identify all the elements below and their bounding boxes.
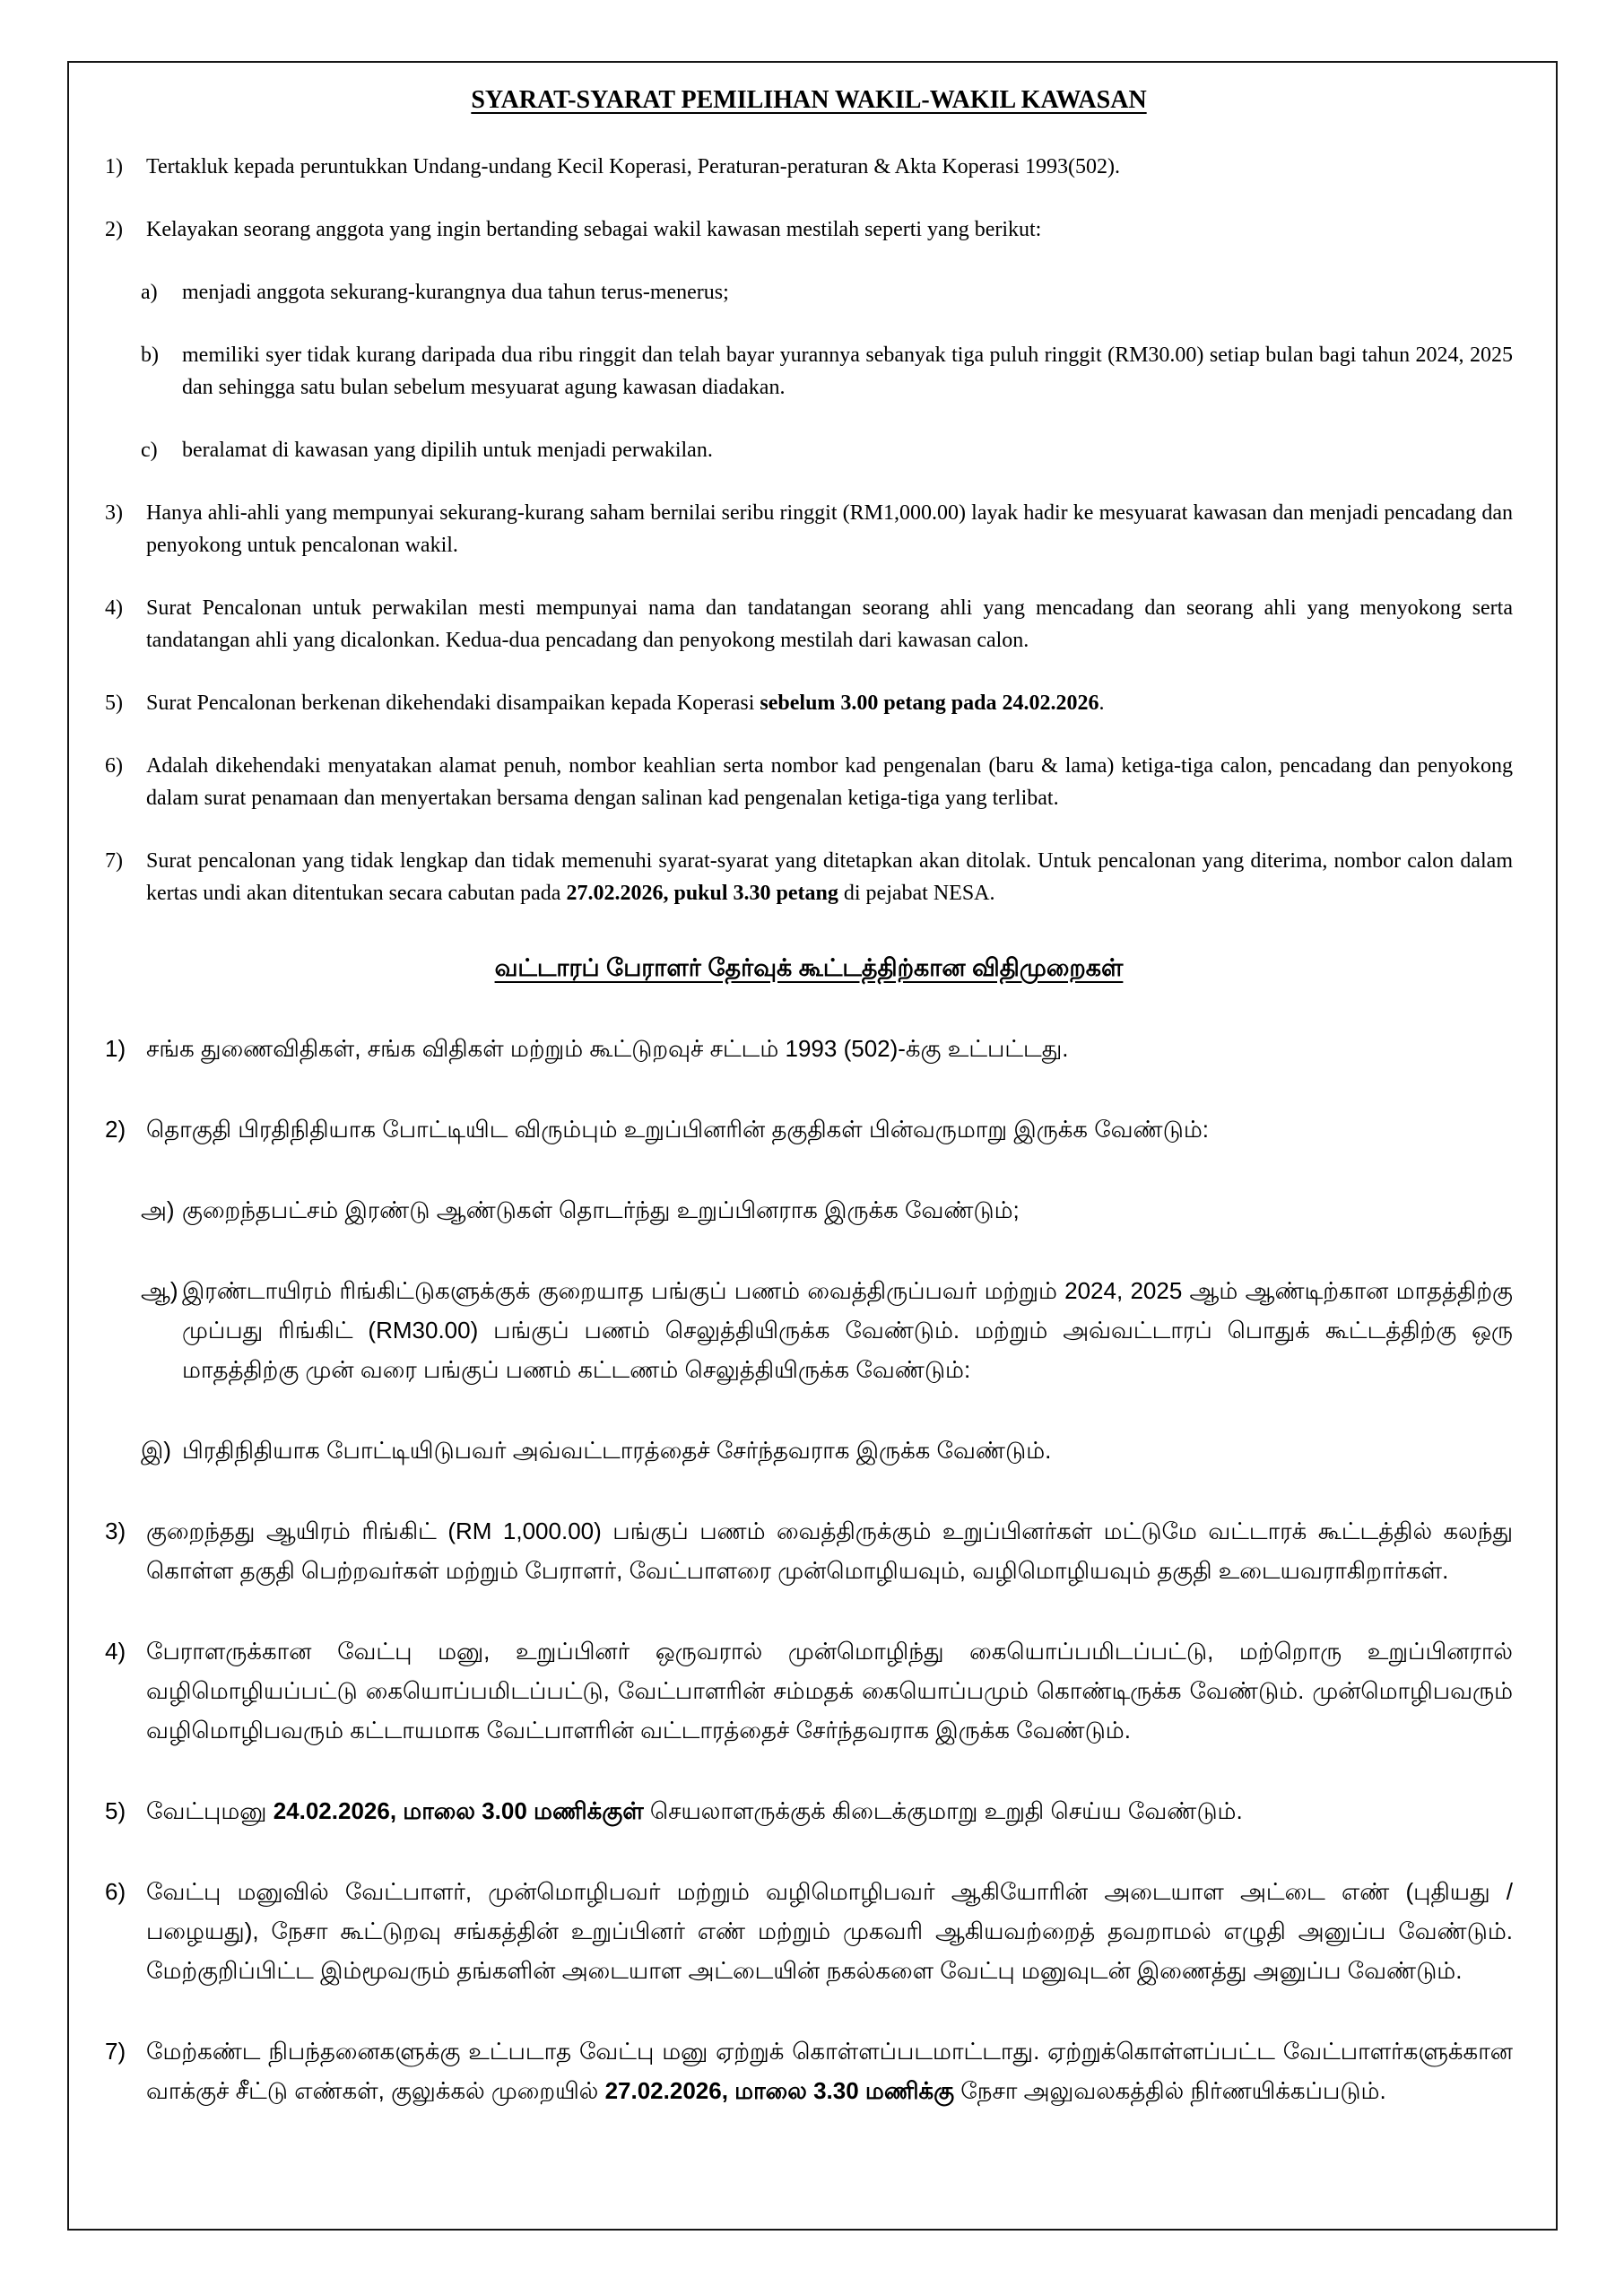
item-number: 3) bbox=[105, 501, 123, 525]
list-item bbox=[105, 1872, 1513, 1990]
item-text-post: நேசா அலுவலகத்தில் நிர்ணயிக்கப்படும். bbox=[954, 2077, 1386, 2104]
item-number: இ) bbox=[141, 1437, 171, 1464]
item-text: சங்க துணைவிதிகள், சங்க விதிகள் மற்றும் கூட்டுறவுச் சட்டம் 1993 (502)-க்கு உட்பட்டது. bbox=[146, 1035, 1069, 1062]
list-subitem bbox=[141, 1431, 1513, 1470]
list-subitem bbox=[141, 339, 1513, 404]
item-text-pre: வேட்புமனு bbox=[146, 1797, 274, 1824]
list-subitem bbox=[141, 1190, 1513, 1230]
item-text: beralamat di kawasan yang dipilih untuk menjadi perwakilan. bbox=[182, 439, 713, 462]
item-text-pre: Surat Pencalonan berkenan dikehendaki disampaikan kepada Koperasi bbox=[146, 691, 760, 715]
item-text-pre: மேற்கண்ட நிபந்தனைகளுக்கு உட்படாத வேட்பு மனு ஏற்றுக் கொள்ளப்படமாட்டாது. ஏற்றுக்கொள்ளப்பட்ட வேட்பாளர்களுக்கான வாக்குச் சீட்டு எண்கள், குலுக்கல் முறையில் bbox=[146, 2038, 1513, 2104]
item-text: வேட்பு மனுவில் வேட்பாளர், முன்மொழிபவர் மற்றும் வழிமொழிபவர் ஆகியோரின் அடையாள அட்டை எண் (புதியது / பழையது), நேசா கூட்டுறவு சங்கத்தின் உறுப்பினர் எண் மற்றும் முகவரி ஆகியவற்றைத் தவறாமல் எழுதி அனுப்ப வேண்டும். மேற்குறிப்பிட்ட இம்மூவரும் தங்களின் அடையாள அட்டையின் நகல்களை வேட்பு மனுவுடன் இணைத்து அனுப்ப வேண்டும். bbox=[146, 1878, 1513, 1984]
item-number: a) bbox=[141, 281, 158, 304]
item-text: குறைந்தது ஆயிரம் ரிங்கிட் (RM 1,000.00) பங்குப் பணம் வைத்திருக்கும் உறுப்பினர்கள் மட்டுமே வட்டாரக் கூட்டத்தில் கலந்து கொள்ள தகுதி பெற்றவர்கள் மற்றும் பேராளர், வேட்பாளரை முன்மொழியவும், வழிமொழியவும் தகுதி உடையவராகிறார்கள். bbox=[146, 1518, 1513, 1584]
list-subitem bbox=[141, 434, 1513, 466]
item-text bbox=[146, 2031, 1513, 2110]
item-text-post: . bbox=[1099, 691, 1105, 715]
list-subitem bbox=[141, 1271, 1513, 1389]
item-text: பிரதிநிதியாக போட்டியிடுபவர் அவ்வட்டாரத்தைச் சேர்ந்தவராக இருக்க வேண்டும். bbox=[182, 1437, 1052, 1464]
page-title: SYARAT-SYARAT PEMILIHAN WAKIL-WAKIL KAWASAN bbox=[471, 86, 1147, 114]
item-text: இரண்டாயிரம் ரிங்கிட்டுகளுக்குக் குறையாத பங்குப் பணம் வைத்திருப்பவர் மற்றும் 2024, 2025 ஆம் ஆண்டிற்கான மாதத்திற்கு முப்பது ரிங்கிட் (RM30.00) பங்குப் பணம் செலுத்தியிருக்க வேண்டும். மற்றும் அவ்வட்டாரப் பொதுக் கூட்டத்திற்கு ஒரு மாதத்திற்கு முன் வரை பங்குப் பணம் கட்டணம் செலுத்தியிருக்க வேண்டும்: bbox=[182, 1277, 1514, 1383]
list-item bbox=[105, 213, 1513, 246]
item-number: c) bbox=[141, 439, 158, 462]
item-number: 6) bbox=[105, 754, 123, 778]
item-number: 1) bbox=[105, 1035, 126, 1062]
list-item bbox=[105, 845, 1513, 909]
item-number: 7) bbox=[105, 2038, 126, 2065]
list-item bbox=[105, 1029, 1513, 1068]
item-number: 2) bbox=[105, 218, 123, 241]
list-item bbox=[105, 151, 1513, 183]
item-text: Surat Pencalonan untuk perwakilan mesti mempunyai nama dan tandatangan seorang ahli yang mencadang dan seorang ahli yang menyokong serta tandatangan ahli yang dicalonkan. Kedua-dua pencadang dan penyokong mestilah dari kawasan calon. bbox=[146, 596, 1513, 652]
list-item bbox=[105, 2031, 1513, 2110]
item-text bbox=[146, 1791, 1513, 1831]
item-text: Kelayakan seorang anggota yang ingin bertanding sebagai wakil kawasan mestilah seperti yang berikut: bbox=[146, 218, 1042, 241]
list-item bbox=[105, 592, 1513, 657]
list-item bbox=[105, 1511, 1513, 1590]
list-item bbox=[105, 1109, 1513, 1149]
item-text-post: di pejabat NESA. bbox=[838, 882, 995, 905]
item-text-bold: 24.02.2026, மாலை 3.00 மணிக்குள் bbox=[273, 1797, 644, 1824]
item-number: 1) bbox=[105, 155, 123, 178]
item-number: 5) bbox=[105, 1797, 126, 1824]
item-text-bold: 27.02.2026, pukul 3.30 petang bbox=[566, 882, 838, 905]
item-number: ஆ) bbox=[141, 1277, 178, 1304]
item-text-bold: sebelum 3.00 petang pada 24.02.2026 bbox=[760, 691, 1099, 715]
item-number: 4) bbox=[105, 1638, 126, 1665]
item-number: b) bbox=[141, 344, 159, 367]
item-text: பேராளருக்கான வேட்பு மனு, உறுப்பினர் ஒருவரால் முன்மொழிந்து கையொப்பமிடப்பட்டு, மற்றொரு உறுப்பினரால் வழிமொழியப்பட்டு கையொப்பமிடப்பட்டு, வேட்பாளரின் சம்மதக் கையொப்பமும் கொண்டிருக்க வேண்டும். முன்மொழிபவரும் வழிமொழிபவரும் கட்டாயமாக வேட்பாளரின் வட்டாரத்தைச் சேர்ந்தவராக இருக்க வேண்டும். bbox=[146, 1638, 1513, 1744]
item-text: குறைந்தபட்சம் இரண்டு ஆண்டுகள் தொடர்ந்து உறுப்பினராக இருக்க வேண்டும்; bbox=[182, 1196, 1020, 1223]
item-text-pre: Surat pencalonan yang tidak lengkap dan tidak memenuhi syarat-syarat yang ditetapkan akan ditolak. Untuk pencalonan yang diterima, nombor calon dalam kertas undi akan ditentukan secara cabutan pada bbox=[146, 849, 1513, 905]
list-item bbox=[105, 1791, 1513, 1831]
item-text-bold: 27.02.2026, மாலை 3.30 மணிக்கு bbox=[604, 2077, 955, 2104]
item-number: அ) bbox=[141, 1196, 175, 1223]
document-frame bbox=[67, 61, 1558, 2231]
item-text: memiliki syer tidak kurang daripada dua ribu ringgit dan telah bayar yurannya sebanyak tiga puluh ringgit (RM30.00) setiap bulan bagi tahun 2024, 2025 dan sehingga satu bulan sebelum mesyuarat agung kawasan diadakan. bbox=[182, 344, 1513, 399]
list-item bbox=[105, 687, 1513, 719]
item-text bbox=[146, 845, 1513, 909]
item-text-post: செயலாளருக்குக் கிடைக்குமாறு உறுதி செய்ய வேண்டும். bbox=[643, 1797, 1243, 1824]
item-number: 2) bbox=[105, 1116, 126, 1143]
item-number: 6) bbox=[105, 1878, 126, 1905]
list-subitem bbox=[141, 276, 1513, 309]
item-text: Hanya ahli-ahli yang mempunyai sekurang-kurang saham bernilai seribu ringgit (RM1,000.00) layak hadir ke mesyuarat kawasan dan menjadi pencadang dan penyokong untuk pencalonan wakil. bbox=[146, 501, 1513, 557]
item-text: menjadi anggota sekurang-kurangnya dua tahun terus-menerus; bbox=[182, 281, 729, 304]
item-text: Tertakluk kepada peruntukkan Undang-undang Kecil Koperasi, Peraturan-peraturan & Akta Koperasi 1993(502). bbox=[146, 155, 1120, 178]
list-item bbox=[105, 1631, 1513, 1750]
tamil-section-title: வட்டாரப் பேராளர் தேர்வுக் கூட்டத்திற்கான விதிமுறைகள் bbox=[494, 954, 1124, 981]
list-item bbox=[105, 750, 1513, 814]
item-text: தொகுதி பிரதிநிதியாக போட்டியிட விரும்பும் உறுப்பினரின் தகுதிகள் பின்வருமாறு இருக்க வேண்டும்: bbox=[146, 1116, 1209, 1143]
item-number: 4) bbox=[105, 596, 123, 620]
item-number: 3) bbox=[105, 1518, 126, 1544]
item-number: 5) bbox=[105, 691, 123, 715]
item-text bbox=[146, 687, 1513, 719]
item-number: 7) bbox=[105, 849, 123, 873]
list-item bbox=[105, 497, 1513, 561]
item-text: Adalah dikehendaki menyatakan alamat penuh, nombor keahlian serta nombor kad pengenalan (baru & lama) ketiga-tiga calon, pencadang dan penyokong dalam surat penamaan dan menyertakan bersama dengan salinan kad pengenalan ketiga-tiga yang terlibat. bbox=[146, 754, 1513, 810]
